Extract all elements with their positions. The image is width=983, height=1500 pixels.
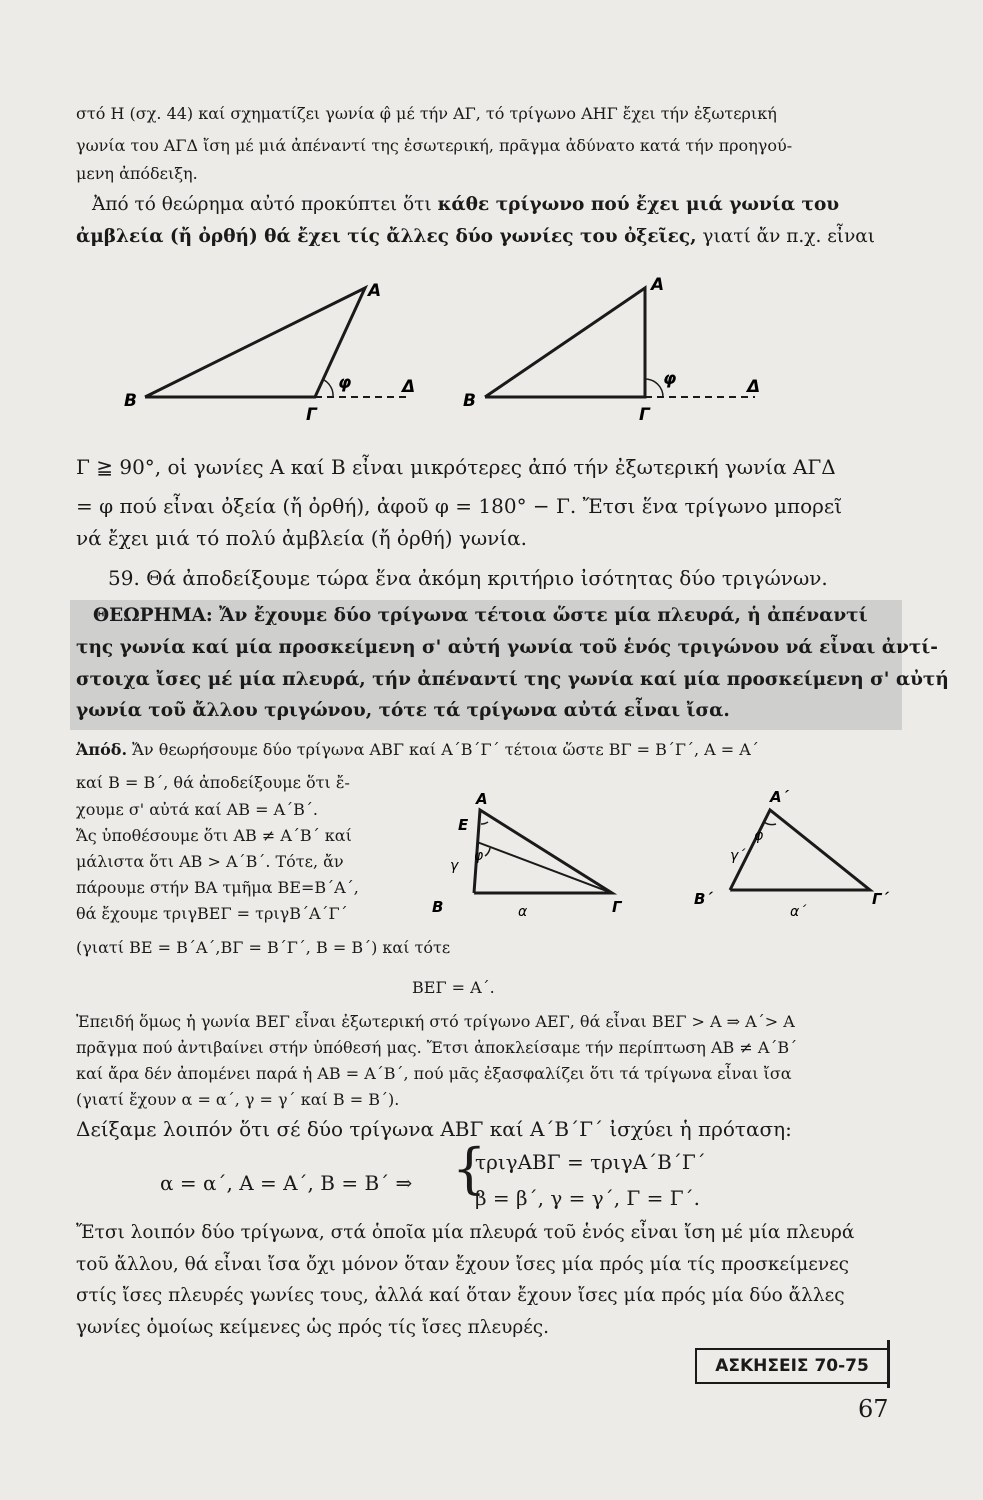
figure-obtuse-triangle (110, 270, 430, 420)
vertex-label: A (368, 281, 382, 301)
angle-label: φ (754, 828, 764, 844)
figure-triangle-abg-prime (690, 790, 890, 925)
text-bold: κάθε τρίγωνο πού ἔχει μιά γωνία του (437, 194, 840, 215)
text-line: στό Η (σχ. 44) καί σχηματίζει γωνία φ̂ μέ τήν ΑΓ, τό τρίγωνο ΑΗΓ ἔχει τήν ἐξωτερική (76, 104, 777, 123)
vertex-label: Δ (402, 377, 416, 397)
text-line: πρᾶγμα πού ἀντιβαίνει στήν ὑπόθεσή μας. Ἔτσι ἀποκλείσαμε τήν περίπτωση ΑΒ ≠ Α΄Β΄ (76, 1038, 798, 1057)
vertex-label: A΄ (770, 790, 789, 806)
text-line: Δείξαμε λοιπόν ὅτι σέ δύο τρίγωνα ΑΒΓ καί Α΄Β΄Γ΄ ἰσχύει ἡ πρόταση: (76, 1117, 792, 1141)
vertex-label: Δ (747, 377, 761, 397)
text-line: (γιατί ΒΕ = Β΄Α΄,ΒΓ = Β΄Γ΄, Β = Β΄) καί τότε (76, 938, 451, 957)
page-number: 67 (858, 1395, 889, 1423)
text-line: Γ ≧ 90°, οἱ γωνίες Α καί Β εἶναι μικρότερες ἀπό τήν ἐξωτερική γωνία ΑΓΔ (76, 455, 836, 479)
vertex-label: B (463, 391, 476, 411)
text-line: καί Β = Β΄, θά ἀποδείξουμε ὅτι ἔ- (76, 773, 350, 792)
vertex-label: A (651, 275, 665, 295)
text-bold: ἀμβλεία (ἤ ὀρθή) θά ἔχει τίς ἄλλες δύο γωνίες του ὀξεῖες, (76, 226, 697, 247)
vertex-label: Γ΄ (872, 890, 889, 908)
vertex-label: Γ (639, 405, 650, 420)
vertex-label: A (476, 790, 488, 808)
text-normal: γιατί ἄν π.χ. εἶναι (702, 226, 876, 247)
text-line: ΒΕΓ = Α΄. (412, 978, 495, 997)
text-line: Ἔτσι λοιπόν δύο τρίγωνα, στά ὁποῖα μία πλευρά τοῦ ἑνός εἶναι ἴση μέ μία πλευρά (76, 1222, 855, 1243)
text-line: στίς ἴσες πλευρές γωνίες τους, ἀλλά καί ὅταν ἔχουν ἴσες μία πρός μία δύο ἄλλες (76, 1285, 845, 1306)
angle-label: φ (338, 373, 352, 393)
vertex-label: E (458, 816, 469, 834)
angle-label: φ (474, 848, 484, 864)
vertex-label: Γ (306, 405, 317, 420)
text-line: (γιατί ἔχουν α = α΄, γ = γ΄ καί Β = Β΄). (76, 1090, 400, 1109)
text-line: θά ἔχουμε τριγΒΕΓ = τριγΒ΄Α΄Γ΄ (76, 904, 348, 923)
text-line (76, 226, 875, 247)
vertex-label: B (124, 391, 137, 411)
text-line: Ἄς ὑποθέσουμε ὅτι ΑΒ ≠ Α΄Β΄ καί (76, 826, 352, 845)
text-line: μάλιστα ὅτι ΑΒ > Α΄Β΄. Τότε, ἄν (76, 852, 344, 871)
theorem-line: γωνία τοῦ ἄλλου τριγώνου, τότε τά τρίγωνα αὐτά εἶναι ἴσα. (76, 700, 730, 721)
brace-glyph: { (452, 1137, 487, 1200)
vertex-label: B΄ (694, 890, 713, 908)
theorem-line: ΘΕΩΡΗΜΑ: Ἄν ἔχουμε δύο τρίγωνα τέτοια ὥστε μία πλευρά, ἡ ἀπέναντί (93, 605, 868, 626)
text-line (92, 194, 839, 215)
vertex-label: B (432, 898, 444, 916)
theorem-line: της γωνία καί μία προσκείμενη σ' αὐτή γωνία τοῦ ἑνός τριγώνου νά εἶναι ἀντί- (76, 637, 938, 658)
exercise-reference-box: ΑΣΚΗΣΕΙΣ 70-75 (695, 1348, 889, 1384)
text-normal: Ἄν θεωρήσουμε δύο τρίγωνα ΑΒΓ καί Α΄Β΄Γ΄ τέτοια ὥστε ΒΓ = Β΄Γ΄, Α = Α΄ (132, 740, 759, 759)
text-line: νά ἔχει μιά τό πολύ ἀμβλεία (ἤ ὀρθή) γωνία. (76, 526, 528, 550)
figure-right-triangle (455, 270, 775, 420)
formula-right: τριγΑΒΓ = τριγΑ΄Β΄Γ΄ (475, 1150, 706, 1174)
figure-triangle-abg (432, 790, 632, 925)
text-line: καί ἄρα δέν ἀπομένει παρά ἡ ΑΒ = Α΄Β΄, πού μᾶς ἐξασφαλίζει ὅτι τά τρίγωνα εἶναι ἴσα (76, 1064, 792, 1083)
text-line: γωνία του ΑΓΔ ἴση μέ μιά ἀπέναντί της ἐσωτερική, πρᾶγμα ἀδύνατο κατά τήν προηγού- (76, 136, 793, 155)
side-label: α΄ (790, 904, 807, 920)
text-line: τοῦ ἄλλου, θά εἶναι ἴσα ὄχι μόνον ὅταν ἔχουν ἴσες μία πρός μία τίς προσκείμενες (76, 1254, 850, 1275)
angle-label: φ (663, 369, 677, 389)
side-label: α (518, 904, 528, 920)
text-line: = φ πού εἶναι ὀξεία (ἤ ὀρθή), ἀφοῦ φ = 180° − Γ. Ἔτσι ἕνα τρίγωνο μπορεῖ (76, 494, 843, 518)
text-normal: Ἀπό τό θεώρημα αὐτό προκύπτει ὅτι (92, 194, 432, 215)
text-line: πάρουμε στήν ΒΑ τμῆμα ΒΕ=Β΄Α΄, (76, 878, 359, 897)
text-line: γωνίες ὁμοίως κείμενες ὡς πρός τίς ἴσες πλευρές. (76, 1317, 550, 1338)
text-line (76, 740, 759, 759)
formula-left: α = α΄, Α = Α΄, Β = Β΄ ⇒ (160, 1171, 413, 1195)
side-label: γ (450, 858, 459, 874)
side-label: γ΄ (730, 848, 746, 864)
theorem-line: στοιχα ἴσες μέ μία πλευρά, τήν ἀπέναντί της γωνία καί μία προσκείμενη σ' αὐτή (76, 669, 949, 690)
text-line: Ἐπειδή ὅμως ἡ γωνία ΒΕΓ εἶναι ἐξωτερική στό τρίγωνο ΑΕΓ, θά εἶναι ΒΕΓ > Α ⇒ Α΄> Α (76, 1012, 795, 1031)
text-line: μενη ἀπόδειξη. (76, 164, 198, 183)
formula-right: β = β΄, γ = γ΄, Γ = Γ΄. (475, 1186, 700, 1210)
text-line: 59. Θά ἀποδείξουμε τώρα ἕνα ἀκόμη κριτήριο ἰσότητας δύο τριγώνων. (108, 566, 828, 590)
text-line: χουμε σ' αὐτά καί ΑΒ = Α΄Β΄. (76, 800, 318, 819)
margin-rule (887, 1340, 890, 1388)
vertex-label: Γ (612, 898, 622, 916)
proof-label: Ἀπόδ. (76, 740, 128, 759)
